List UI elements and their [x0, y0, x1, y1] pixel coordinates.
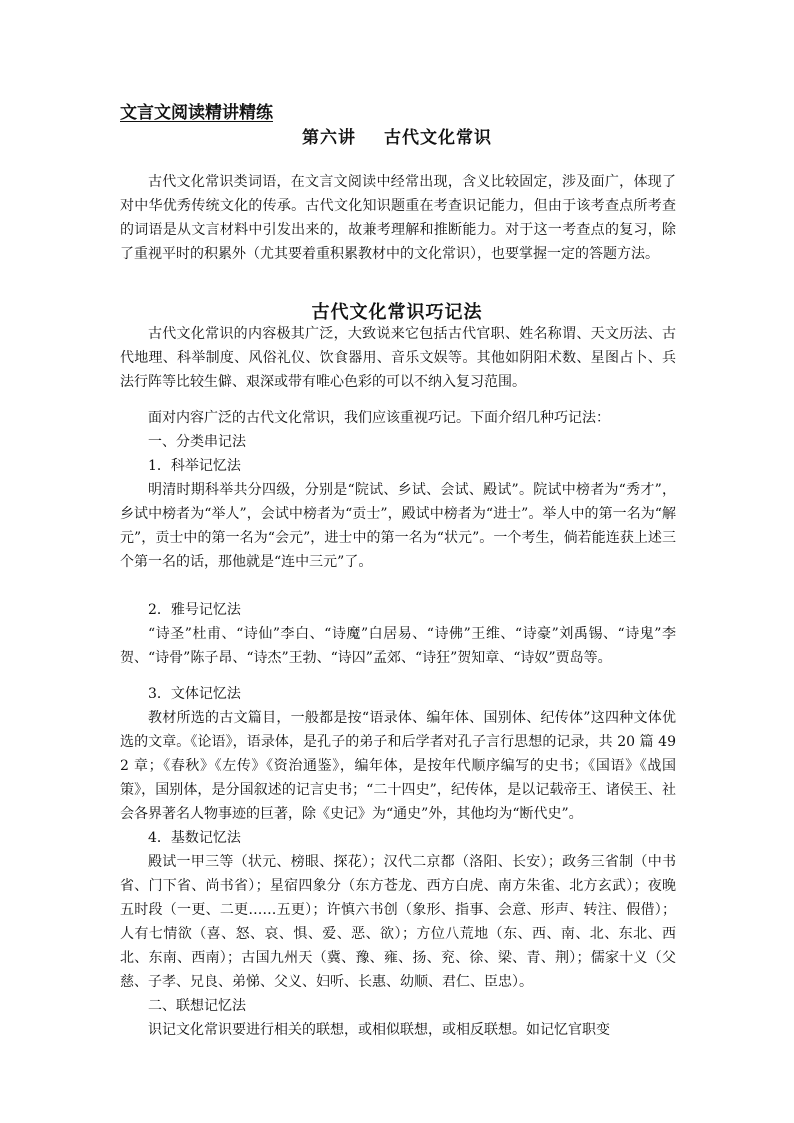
keju-paragraph: 明清时期科举共分四级，分别是“院试、乡试、会试、殿试”。院试中榜者为“秀才”，乡试中榜者为“举人”，会试中榜者为“贡士”，殿试中榜者为“进士”。举人中的第一名为“解元”，贡士中的第一名为“会元”，进士中的第一名为“状元”。一个考生，倘若能连获上述三个第一名的话，那他就是“连中三元”了。: [120, 482, 676, 570]
heading-keju: 1．科举记忆法: [148, 458, 241, 474]
jishu-paragraph: 殿试一甲三等（状元、榜眼、探花）；汉代二京都（洛阳、长安）；政务三省制（中书省、门下省、尚书省）；星宿四象分（东方苍龙、西方白虎、南方朱雀、北方玄武）；夜晚五时段（一更、二更……五更）；许慎六书创（象形、指事、会意、形声、转注、假借）；人有七情欲（喜、怒、哀、惧、爱、恶、欲）；方位八荒地（东、西、南、北、东北、西北、东南、西南）；古国九州天（冀、豫、雍、扬、兖、徐、梁、青、荆）；儒家十义（父慈、子孝、兄良、弟悌、父义、妇听、长惠、幼顺、君仁、臣忠）。: [120, 854, 676, 990]
heading-yahao: 2．雅号记忆法: [148, 602, 241, 618]
lecture-title: [0, 123, 794, 148]
method-intro-paragraph: 面对内容广泛的古代文化常识，我们应该重视巧记。下面介绍几种巧记法：: [148, 410, 610, 426]
document-title: 文言文阅读精讲精练: [120, 103, 273, 123]
intro-paragraph: 古代文化常识类词语，在文言文阅读中经常出现，含义比较固定，涉及面广，体现了对中华优秀传统文化的传承。古代文化知识题重在考查识记能力，但由于该考查点所考查的词语是从文言材料中引发出来的，故兼考理解和推断能力。对于这一考查点的复习，除了重视平时的积累外（尤其要着重积累教材中的文化常识），也要掌握一定的答题方法。: [120, 174, 676, 262]
heading-wenti: 3．文体记忆法: [148, 686, 241, 702]
wenti-paragraph: 教材所选的古文篇目，一般都是按“语录体、编年体、国别体、纪传体”这四种文体优选的文章。《论语》，语录体，是孔子的弟子和后学者对孔子言行思想的记录，共 20 篇 492 章；《春秋》《左传》《资治通鉴》，编年体，是按年代顺序编写的史书；《国语》《战国策》，国别体，是分国叙述的记言史书；“二十四史”，纪传体，是以记载帝王、诸侯王、社会各界著名人物事迹的巨著，除《史记》为“通史”外，其他均为“断代史”。: [120, 710, 676, 822]
lecture-name: 古代文化常识: [384, 128, 492, 148]
lecture-number: 第六讲: [302, 128, 356, 148]
heading-jishu: 4．基数记忆法: [148, 830, 241, 846]
section-title: 古代文化常识巧记法: [311, 302, 483, 323]
yahao-paragraph: “诗圣”杜甫、“诗仙”李白、“诗魔”白居易、“诗佛”王维、“诗豪”刘禹锡、“诗鬼”李贺、“诗骨”陈子昂、“诗杰”王勃、“诗囚”孟郊、“诗狂”贺知章、“诗奴”贾岛等。: [120, 626, 676, 666]
heading-classification: 一、分类串记法: [148, 434, 246, 450]
association-paragraph: 识记文化常识要进行相关的联想，或相似联想，或相反联想。如记忆官职变: [148, 1022, 610, 1038]
heading-association: 二、联想记忆法: [148, 998, 246, 1014]
overview-paragraph: 古代文化常识的内容极其广泛，大致说来它包括古代官职、姓名称谓、天文历法、古代地理、科举制度、风俗礼仪、饮食器用、音乐文娱等。其他如阴阳术数、星图占卜、兵法行阵等比较生僻、艰深或带有唯心色彩的可以不纳入复习范围。: [120, 326, 676, 390]
